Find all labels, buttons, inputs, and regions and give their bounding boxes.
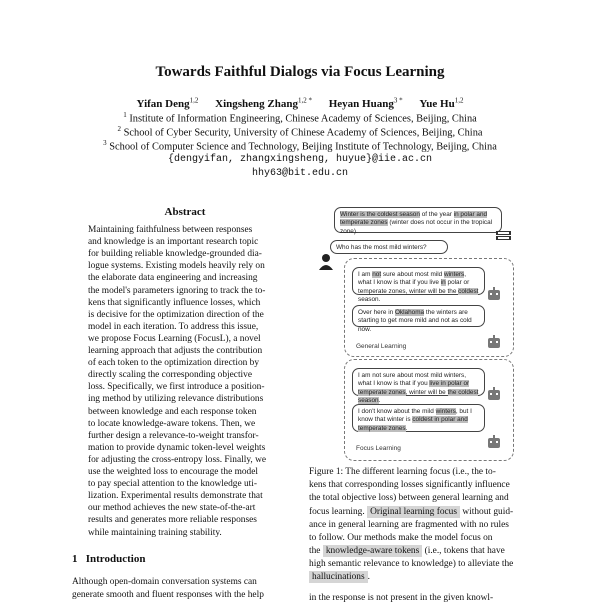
abstract-line: is decisive for the optimization direction of the [88, 309, 264, 320]
author-name: Heyan Huang$^{3 *}$ [328, 96, 403, 110]
section-heading: 1 Introduction [72, 553, 146, 565]
abstract-line: for building reliable knowledge-grounded dia- [88, 249, 262, 260]
body-text-line: in the response is not present in the given knowl- [309, 593, 494, 603]
abstract-line: further design a relevance-to-weight transfor- [88, 430, 259, 441]
author-name: Yifan Deng$^{1,2}$ [136, 96, 199, 110]
caption-line: the knowledge-aware tokens (i.e., tokens that have [309, 546, 505, 556]
abstract-heading: Abstract [164, 206, 206, 218]
abstract-line: for adjusting the cross-entropy loss. Finally, we [88, 454, 267, 465]
focus-response-bubble: I am not sure about most mild winters, what I know is that if you live in polar or temperate zones, winter will be the coldest season. [352, 368, 485, 396]
general-response-bubble: I am not sure about most mild winters, what I know is that if you live in polar or temperate zones, winter will be the coldest season. [352, 267, 485, 295]
paper-title: Towards Faithful Dialogs via Focus Learning [155, 64, 445, 80]
focus-response-bubble: I don't know about the mild winters, but I know that winter is coldest in polar and temperate zones. [352, 404, 485, 432]
abstract-line: to pay special attention to the knowledge uti- [88, 479, 257, 490]
caption-line: the total objective loss) between general learning and [309, 493, 509, 503]
book-icon [494, 228, 514, 244]
abstract-line: model in each iteration. To address this issue, [88, 321, 259, 332]
caption-line: high semantic relevance to knowledge) to alleviate the [309, 559, 514, 569]
abstract-line: results and generates more reliable responses [88, 515, 257, 526]
question-bubble: Who has the most mild winters? [330, 240, 448, 254]
abstract-line: to locate knowledge-aware tokens. Then, we [88, 418, 256, 429]
author-name: Yue Hu$^{1,2}$ [419, 96, 464, 110]
body-text-line: Although open-domain conversation systems can [72, 577, 257, 587]
abstract-line: between knowledge and each response token [88, 406, 257, 417]
abstract-line: learning approach that adjusts the contribution [88, 346, 263, 356]
email-line: hhy63@bit.edu.cn [251, 168, 348, 179]
body-text-line: generate smooth and fluent responses with the help [72, 590, 264, 600]
robot-icon [488, 438, 500, 448]
abstract-line: and knowledge is an important research topic [88, 237, 259, 248]
abstract-line: loss. Specifically, we first introduce a position- [88, 382, 265, 393]
caption-line: to follow. Our methods make the model focus on [309, 533, 493, 543]
knowledge-bubble: Winter is the coldest season of the year in polar and temperate zones (winter does not occur in the tropical zone). [334, 207, 502, 233]
general-response-bubble: Over here in Oklahoma the winters are starting to get more mild and not as cold now. [352, 305, 485, 327]
robot-icon [488, 390, 500, 400]
affiliation: $^3$ School of Computer Science and Technology, Beijing Institute of Technology, Beijing, China [103, 139, 497, 153]
robot-icon [488, 290, 500, 300]
affiliation: $^2$ School of Cyber Security, University of Chinese Academy of Sciences, Beijing, China [117, 125, 483, 139]
caption-line: focus learning. Original learning focus without guid- [309, 507, 514, 517]
abstract-line: ing method by utilizing relevance distributions [88, 394, 264, 405]
abstract-line: Maintaining faithfulness between responses [88, 225, 253, 235]
author-name: Xingsheng Zhang$^{1,2 *}$ [215, 96, 312, 110]
user-icon [318, 253, 334, 271]
panel-label: Focus Learning [356, 445, 401, 452]
abstract-line: kens that significantly influence losses, which [88, 297, 261, 308]
affiliation: $^1$ Institute of Information Engineering, Chinese Academy of Sciences, Beijing, China [123, 111, 477, 125]
caption-line: hallucinations . [309, 573, 529, 582]
caption-line: kens that corresponding losses significantly influence [309, 480, 510, 490]
robot-icon [488, 338, 500, 348]
abstract-line: logue systems. Existing models heavily rely on [88, 261, 265, 272]
abstract-line: while maintaining training stability. [88, 527, 222, 538]
abstract-line: directly scaling the corresponding objective [88, 370, 253, 381]
abstract-line: the model's parameters ignoring to track the to- [88, 285, 266, 296]
abstract-line: lization. Experimental results demonstrate that [88, 491, 263, 502]
highlight: Original learning focus [367, 506, 460, 518]
abstract-line: the elaborate data engineering and increasing [88, 273, 258, 284]
panel-label: General Learning [356, 343, 407, 350]
email-line: {dengyifan, zhangxingsheng, huyue}@iie.ac.cn [167, 154, 433, 165]
abstract-line: mation to provide dynamic token-level weights [88, 442, 266, 453]
caption-line: Figure 1: The different learning focus (i.e., the to- [309, 467, 496, 477]
abstract-line: we propose Focus Learning (FocusL), a novel [88, 333, 261, 344]
abstract-line: of each token to the optimization direction by [88, 358, 260, 369]
abstract-line: our method achieves the new state-of-the-art [88, 503, 256, 514]
author-list [0, 96, 600, 110]
abstract-line: use the weighted loss to encourage the model [88, 467, 259, 477]
highlight: hallucinations [309, 571, 368, 583]
highlight: knowledge-aware tokens [323, 545, 422, 557]
caption-line: ance in general learning are fragmented with no rules [309, 520, 509, 530]
